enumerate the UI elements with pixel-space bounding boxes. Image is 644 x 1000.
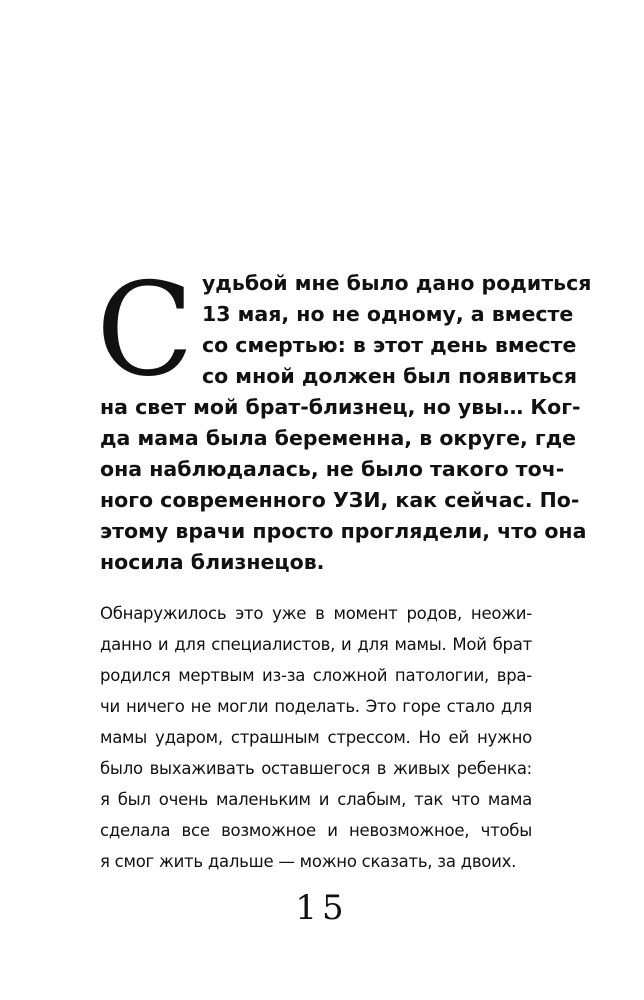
intro-line: этому врачи просто проглядели, что она xyxy=(100,519,587,543)
intro-line: удьбой мне было дано родиться xyxy=(201,271,592,295)
body-line: мамы ударом, страшным стрессом. Но ей нужно xyxy=(100,728,532,747)
intro-line: 13 мая, но не одному, а вместе xyxy=(201,302,574,326)
body-line: было выхаживать оставшегося в живых ребенка: xyxy=(100,759,532,778)
intro-line: носила близнецов. xyxy=(100,550,325,574)
intro-line: на свет мой брат-близнец, но увы… Ког- xyxy=(100,395,581,419)
body-paragraph xyxy=(100,598,532,877)
intro-line: да мама была беременна, в округе, где xyxy=(100,426,577,450)
drop-cap-letter: С xyxy=(96,256,194,405)
body-line: данно и для специалистов, и для мамы. Мой брат xyxy=(100,635,532,654)
intro-line: ного современного УЗИ, как сейчас. По- xyxy=(100,488,580,512)
body-line: Обнаружилось это уже в момент родов, неожи- xyxy=(100,604,532,623)
intro-line: она наблюдалась, не было такого точ- xyxy=(100,457,565,481)
body-line: сделала все возможное и невозможное, чтобы xyxy=(100,821,532,840)
body-line: чи ничего не могли поделать. Это горе стало для xyxy=(100,697,532,716)
body-line: я смог жить дальше — можно сказать, за двоих. xyxy=(100,852,517,871)
page-number: 15 xyxy=(295,888,349,928)
body-line: родился мертвым из-за сложной патологии, вра- xyxy=(100,666,532,685)
body-line: я был очень маленьким и слабым, так что мама xyxy=(100,790,532,809)
intro-line: со смертью: в этот день вместе xyxy=(201,333,577,357)
intro-paragraph xyxy=(96,256,592,578)
intro-line: со мной должен был появиться xyxy=(201,364,577,388)
